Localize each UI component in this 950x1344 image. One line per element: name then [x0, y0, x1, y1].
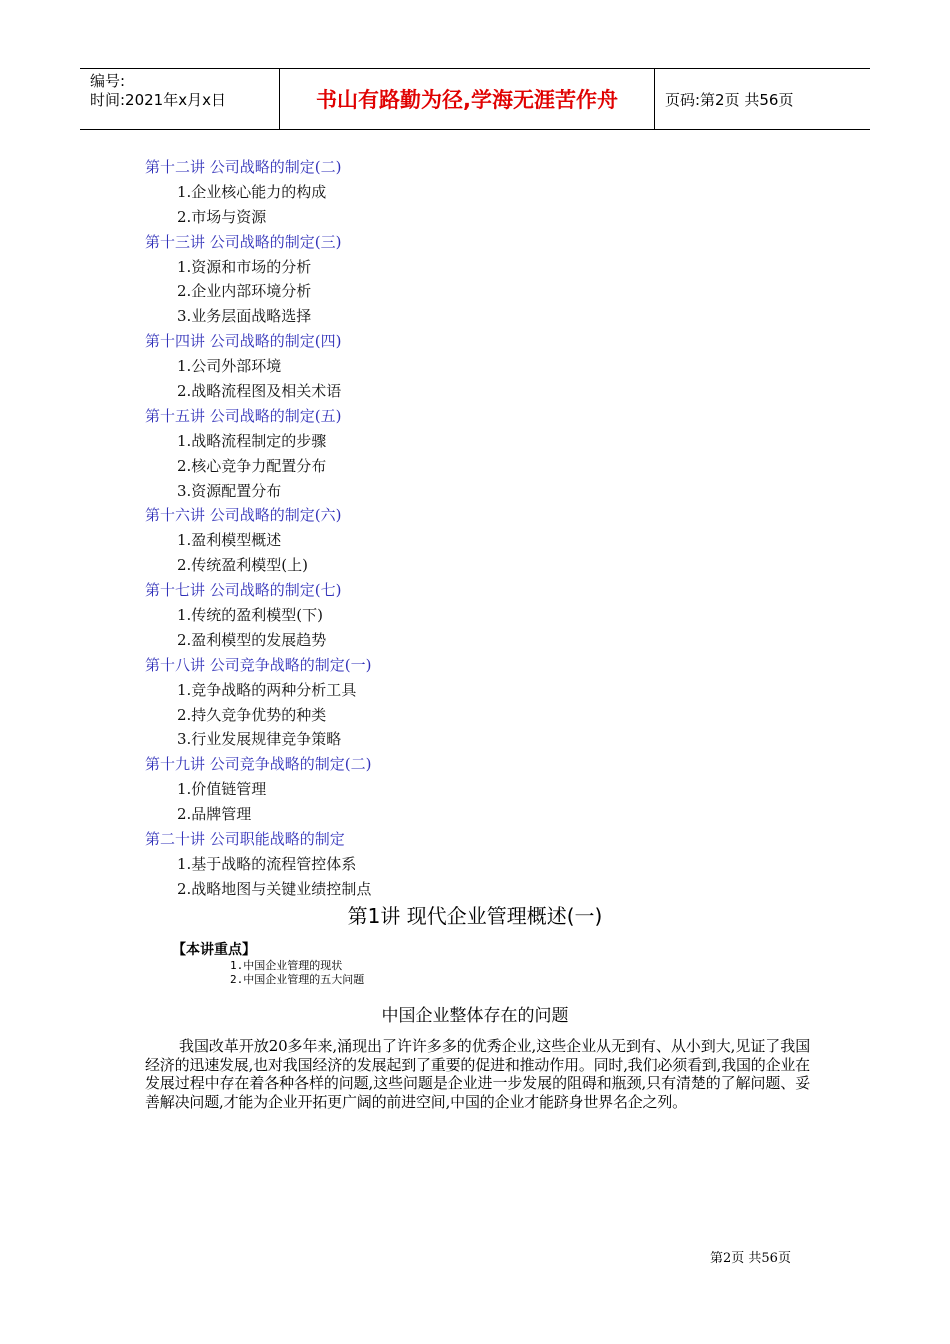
toc-item: 3.行业发展规律竞争策略 — [177, 730, 342, 749]
section-title: 中国企业整体存在的问题 — [381, 1006, 569, 1026]
focus-label: 【本讲重点】 — [172, 942, 256, 958]
toc-chapter: 第十二讲 公司战略的制定(二) — [145, 158, 342, 176]
toc-item: 1.战略流程制定的步骤 — [177, 431, 327, 450]
toc-item: 1.传统的盈利模型(下) — [177, 606, 324, 625]
toc-item: 3.业务层面战略选择 — [177, 307, 312, 326]
focus-item: 1.中国企业管理的现状 — [230, 959, 343, 972]
toc-chapter: 第十九讲 公司竞争战略的制定(二) — [145, 755, 372, 774]
toc-item: 1.价值链管理 — [177, 780, 267, 799]
toc-item: 2.战略流程图及相关术语 — [177, 382, 342, 401]
toc-item: 2.市场与资源 — [177, 207, 267, 226]
toc-item: 3.资源配置分布 — [177, 481, 282, 500]
toc-item: 1.资源和市场的分析 — [177, 257, 312, 276]
lecture-title: 第1讲 现代企业管理概述(一) — [347, 904, 603, 928]
toc-item: 2.传统盈利模型(上) — [177, 556, 309, 575]
table-of-contents — [145, 155, 371, 902]
toc-item: 1.企业核心能力的构成 — [177, 182, 327, 201]
toc-item: 2.持久竞争优势的种类 — [177, 705, 327, 724]
toc-chapter: 第十七讲 公司战略的制定(七) — [145, 581, 342, 600]
header-meta — [80, 69, 280, 129]
toc-item: 2.核心竞争力配置分布 — [177, 456, 327, 475]
toc-item: 1.公司外部环境 — [177, 357, 282, 376]
toc-chapter: 第十五讲 公司战略的制定(五) — [145, 406, 342, 425]
toc-item: 1.基于战略的流程管控体系 — [177, 854, 357, 873]
toc-item: 2.品牌管理 — [177, 805, 252, 824]
page-header — [80, 68, 870, 130]
toc-chapter: 第十三讲 公司战略的制定(三) — [145, 232, 342, 251]
body-paragraph: 我国改革开放20多年来,涌现出了许许多多的优秀企业,这些企业从无到有、从小到大,见证了我国经济的迅速发展,也对我国经济的发展起到了重要的促进和推动作用。同时,我们必须看到,我国的企业在发展过程中存在着各种各样的问题,这些问题是企业进一步发展的阻碍和瓶颈,只有清楚的了解问题、妥善解决问题,才能为企业开拓更广阔的前进空间,中国的企业才能跻身世界名企之列。 — [145, 1037, 810, 1111]
code-label: 编号: — [90, 72, 126, 90]
time-label: 时间:2021年x月x日 — [90, 91, 226, 109]
focus-item: 2.中国企业管理的五大问题 — [230, 973, 365, 986]
toc-item: 2.战略地图与关键业绩控制点 — [177, 879, 372, 898]
header-motto: 书山有路勤为径,学海无涯苦作舟 — [280, 69, 655, 129]
toc-chapter: 第十四讲 公司战略的制定(四) — [145, 332, 342, 351]
toc-item: 2.企业内部环境分析 — [177, 282, 312, 301]
toc-item: 1.竞争战略的两种分析工具 — [177, 680, 357, 699]
toc-chapter: 第十六讲 公司战略的制定(六) — [145, 506, 342, 525]
toc-chapter: 第十八讲 公司竞争战略的制定(一) — [145, 655, 372, 674]
toc-item: 2.盈利模型的发展趋势 — [177, 630, 327, 649]
page-footer: 第2页 共56页 — [710, 1251, 791, 1266]
toc-item: 1.盈利模型概述 — [177, 531, 282, 550]
header-page-number: 页码:第2页 共56页 — [665, 90, 794, 109]
toc-chapter: 第二十讲 公司职能战略的制定 — [145, 830, 345, 849]
